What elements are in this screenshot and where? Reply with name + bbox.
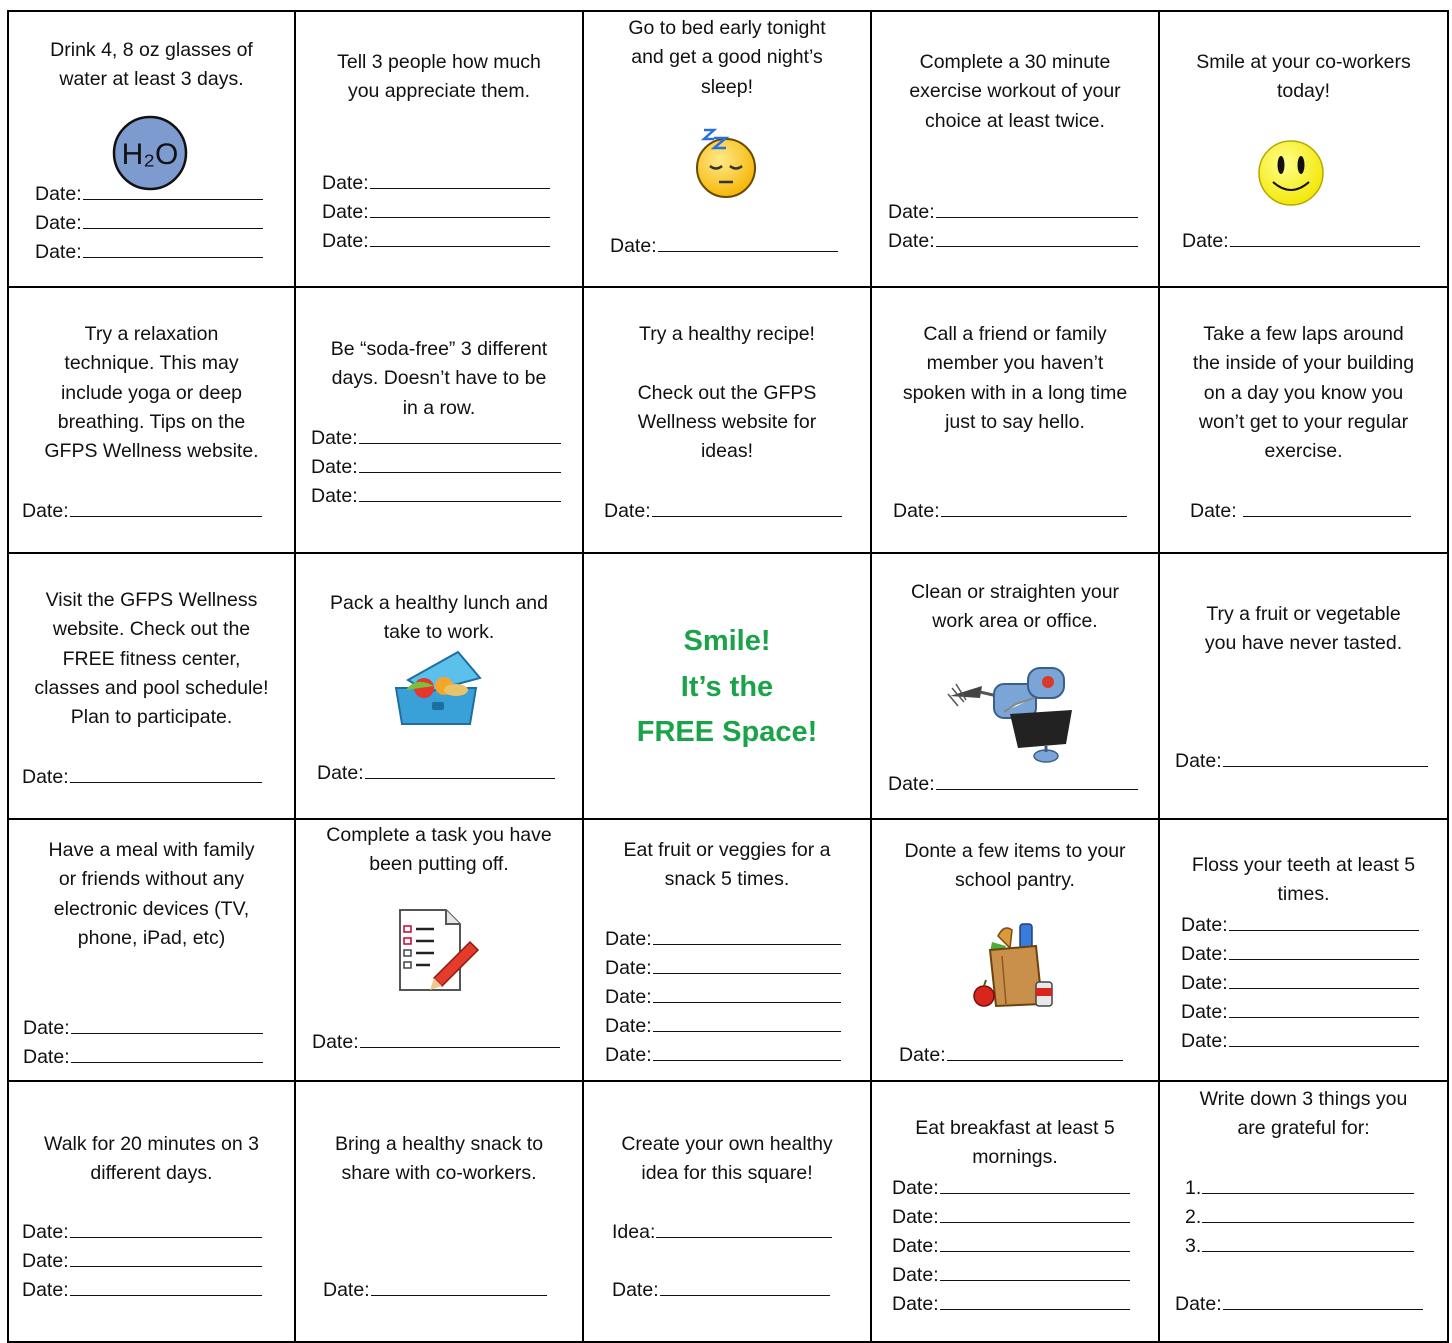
bingo-square [296,554,582,818]
task-text: Write down 3 things you are grateful for: [1199,1088,1408,1140]
date-label: Date: [22,500,69,522]
date-line [312,1028,560,1057]
task-text: Complete a 30 minute exercise workout of your choice at least twice. [909,51,1121,132]
bingo-square [1160,12,1447,286]
date-line [1185,1203,1414,1232]
bingo-square [9,554,294,818]
blank-line[interactable] [70,764,262,783]
date-label: Date: [605,986,652,1008]
date-line [605,925,841,954]
date-line [612,1276,830,1305]
blank-line[interactable] [941,498,1127,517]
blank-line[interactable] [360,1029,560,1048]
date-label: Date: [322,230,369,252]
blank-line[interactable] [653,955,841,974]
blank-line[interactable] [359,454,561,473]
date-line [311,424,561,453]
date-label: Date: [612,1279,659,1301]
blank-line[interactable] [1229,1028,1419,1047]
bingo-square [1160,820,1447,1080]
blank-line[interactable] [653,926,841,945]
blank-line[interactable] [71,1015,263,1034]
date-line [1185,1174,1414,1203]
blank-line[interactable] [1223,748,1428,767]
blank-line[interactable] [359,425,561,444]
date-label: Date: [1181,914,1228,936]
date-line [35,180,263,209]
date-line [311,453,561,482]
lunchbox-icon [388,648,488,728]
blank-line[interactable] [371,1277,547,1296]
date-line [322,169,550,198]
date-label: Date: [1181,972,1228,994]
grocery-bag-icon [972,920,1058,1010]
blank-line[interactable] [83,181,263,200]
date-line [892,1232,1130,1261]
bingo-square [296,12,582,286]
date-label: Date: [605,957,652,979]
date-label: Date: [311,485,358,507]
task-text: Tell 3 people how much you appreciate them. [337,51,541,103]
blank-line[interactable] [70,498,262,517]
date-label: Date: [23,1017,70,1039]
date-line [1190,497,1411,526]
date-label: Date: [22,766,69,788]
task-text: Be “soda-free” 3 different days. Doesn’t have to be in a row. [330,338,548,419]
blank-line[interactable] [83,210,263,229]
date-line [1181,1027,1419,1056]
date-line [892,1174,1130,1203]
date-label: Date: [892,1264,939,1286]
bingo-square [1160,1082,1447,1341]
cleaning-robot-icon [946,656,1086,766]
task-text: Clean or straighten your work area or office. [910,581,1120,633]
date-line [605,1012,841,1041]
bingo-square [1160,554,1447,818]
blank-line[interactable] [370,199,550,218]
task-text: Take a few laps around the inside of your building on a day you know you won’t get to your regular exercise. [1192,323,1415,463]
date-label: Date: [899,1044,946,1066]
blank-line[interactable] [70,1248,262,1267]
date-label: Date: [22,1250,69,1272]
blank-line[interactable] [940,1175,1130,1194]
bingo-square [872,820,1158,1080]
date-line [23,1014,263,1043]
date-line [23,1043,263,1072]
task-text: Create your own healthy idea for this square! [621,1133,833,1185]
task-text: Have a meal with family or friends without any electronic devices (TV, phone, iPad, etc) [48,839,255,949]
date-line [311,482,561,511]
date-line [888,227,1138,256]
bingo-square [872,554,1158,818]
date-label: Date: [311,427,358,449]
blank-line[interactable] [1229,970,1419,989]
blank-line[interactable] [940,1291,1130,1310]
blank-line[interactable] [653,1042,841,1061]
task-text: Eat breakfast at least 5 mornings. [915,1117,1115,1169]
task-text: Try a healthy recipe! Check out the GFPS Wellness website for ideas! [637,323,817,463]
date-label: Idea: [612,1221,656,1243]
blank-line[interactable] [370,170,550,189]
date-label: Date: [35,212,82,234]
task-text: Pack a healthy lunch and take to work. [330,592,548,644]
date-label: Date: [323,1279,370,1301]
blank-line[interactable] [70,1219,262,1238]
date-line [604,497,842,526]
blank-line[interactable] [1229,999,1419,1018]
task-text: Donte a few items to your school pantry. [904,840,1126,892]
date-line [1181,911,1419,940]
bingo-square [584,1082,870,1341]
date-label: 2. [1185,1206,1202,1228]
date-label: Date: [1182,230,1229,252]
blank-line[interactable] [1229,912,1419,931]
blank-line[interactable] [1223,1291,1423,1310]
blank-line[interactable] [83,239,263,258]
date-label: Date: [888,773,935,795]
date-line [22,497,262,526]
blank-line[interactable] [940,1204,1130,1223]
date-line [610,232,838,261]
task-text: Call a friend or family member you haven’t spoken with in a long time just to say hello. [902,323,1128,433]
date-label: 3. [1185,1235,1202,1257]
date-line [888,770,1138,799]
task-text: Walk for 20 minutes on 3 different days. [44,1133,259,1185]
bingo-square [296,1082,582,1341]
date-line [22,1247,262,1276]
date-line [892,1290,1130,1319]
sleepy-face-icon [690,126,760,198]
bingo-square [296,820,582,1080]
blank-line[interactable] [947,1042,1123,1061]
blank-line[interactable] [1202,1233,1414,1252]
blank-line[interactable] [652,498,842,517]
date-line [35,238,263,267]
date-line [892,1203,1130,1232]
date-label: Date: [610,235,657,257]
date-label: Date: [892,1206,939,1228]
date-label: Date: [322,172,369,194]
blank-line[interactable] [940,1262,1130,1281]
date-label: Date: [22,1279,69,1301]
date-label: Date: [1181,943,1228,965]
date-label: Date: [322,201,369,223]
blank-line[interactable] [656,1219,832,1238]
date-label: Date: [35,241,82,263]
date-line [22,763,262,792]
blank-line[interactable] [940,1233,1130,1252]
blank-line[interactable] [1202,1175,1414,1194]
bingo-square [872,288,1158,552]
blank-line[interactable] [658,233,838,252]
date-label: Date: [1181,1001,1228,1023]
bingo-square [296,288,582,552]
blank-line[interactable] [1229,941,1419,960]
date-line [1175,747,1428,776]
task-text: Bring a healthy snack to share with co-workers. [334,1133,544,1185]
date-label: Date: [892,1293,939,1315]
bingo-square [9,288,294,552]
bingo-square [584,12,870,286]
date-line [893,497,1127,526]
checklist-pencil-icon [396,908,482,994]
free-space-label: Smile! It’s the FREE Space! [636,625,818,749]
bingo-square [9,820,294,1080]
task-text: Go to bed early tonight and get a good night’s sleep! [628,17,826,98]
date-label: Date: [35,183,82,205]
bingo-square [584,820,870,1080]
task-text: Try a relaxation technique. This may include yoga or deep breathing. Tips on the GFPS Wellness website. [44,323,259,463]
date-line [1181,998,1419,1027]
date-line [892,1261,1130,1290]
task-text: Floss your teeth at least 5 times. [1191,854,1416,906]
blank-line[interactable] [71,1044,263,1063]
date-label: Date: [317,762,364,784]
date-line [1181,969,1419,998]
date-line [22,1218,262,1247]
task-text: Try a fruit or vegetable you have never tasted. [1204,603,1403,655]
smiley-face-icon [1256,138,1326,208]
task-text: Drink 4, 8 oz glasses of water at least 3 days. [50,39,253,91]
task-text: Complete a task you have been putting off. [326,824,552,876]
date-line [317,759,555,788]
task-text: Visit the GFPS Wellness website. Check out the FREE fitness center, classes and pool schedule! Plan to participate. [34,589,269,729]
blank-line[interactable] [370,228,550,247]
date-label: Date: [1190,500,1243,522]
date-line [35,209,263,238]
date-line [612,1218,832,1247]
date-label: Date: [22,1221,69,1243]
date-line [605,954,841,983]
date-label: Date: [604,500,651,522]
date-line [605,1041,841,1070]
date-label: Date: [605,928,652,950]
date-label: Date: [1175,1293,1222,1315]
bingo-square [872,1082,1158,1341]
blank-line[interactable] [1202,1204,1414,1223]
date-label: Date: [893,500,940,522]
date-line [1175,1290,1423,1319]
date-label: Date: [892,1177,939,1199]
date-label: Date: [892,1235,939,1257]
date-label: Date: [1181,1030,1228,1052]
date-line [888,198,1138,227]
date-line [1182,227,1420,256]
date-label: 1. [1185,1177,1202,1199]
free-space [584,554,870,818]
date-line [1181,940,1419,969]
blank-line[interactable] [70,1277,262,1296]
date-label: Date: [1175,750,1222,772]
date-line [605,983,841,1012]
blank-line[interactable] [936,199,1138,218]
blank-line[interactable] [653,984,841,1003]
date-label: Date: [888,201,935,223]
date-line [322,227,550,256]
blank-line[interactable] [365,760,555,779]
date-line [899,1041,1123,1070]
date-line [323,1276,547,1305]
h2o-label: H₂O [121,138,179,171]
date-label: Date: [605,1044,652,1066]
bingo-square [584,288,870,552]
date-label: Date: [605,1015,652,1037]
bingo-square [9,12,294,286]
blank-line[interactable] [359,483,561,502]
date-label: Date: [312,1031,359,1053]
blank-line[interactable] [936,771,1138,790]
grid-line-vertical [1447,10,1449,1343]
blank-line[interactable] [1230,228,1420,247]
blank-line[interactable] [660,1277,830,1296]
date-label: Date: [888,230,935,252]
date-line [1185,1232,1414,1261]
blank-line[interactable] [1243,498,1411,517]
bingo-square [1160,288,1447,552]
task-text: Smile at your co-workers today! [1196,51,1411,103]
date-line [22,1276,262,1305]
date-line [322,198,550,227]
date-label: Date: [23,1046,70,1068]
blank-line[interactable] [936,228,1138,247]
bingo-square [872,12,1158,286]
task-text: Eat fruit or veggies for a snack 5 times. [623,839,831,891]
date-label: Date: [311,456,358,478]
bingo-square [9,1082,294,1341]
blank-line[interactable] [653,1013,841,1032]
